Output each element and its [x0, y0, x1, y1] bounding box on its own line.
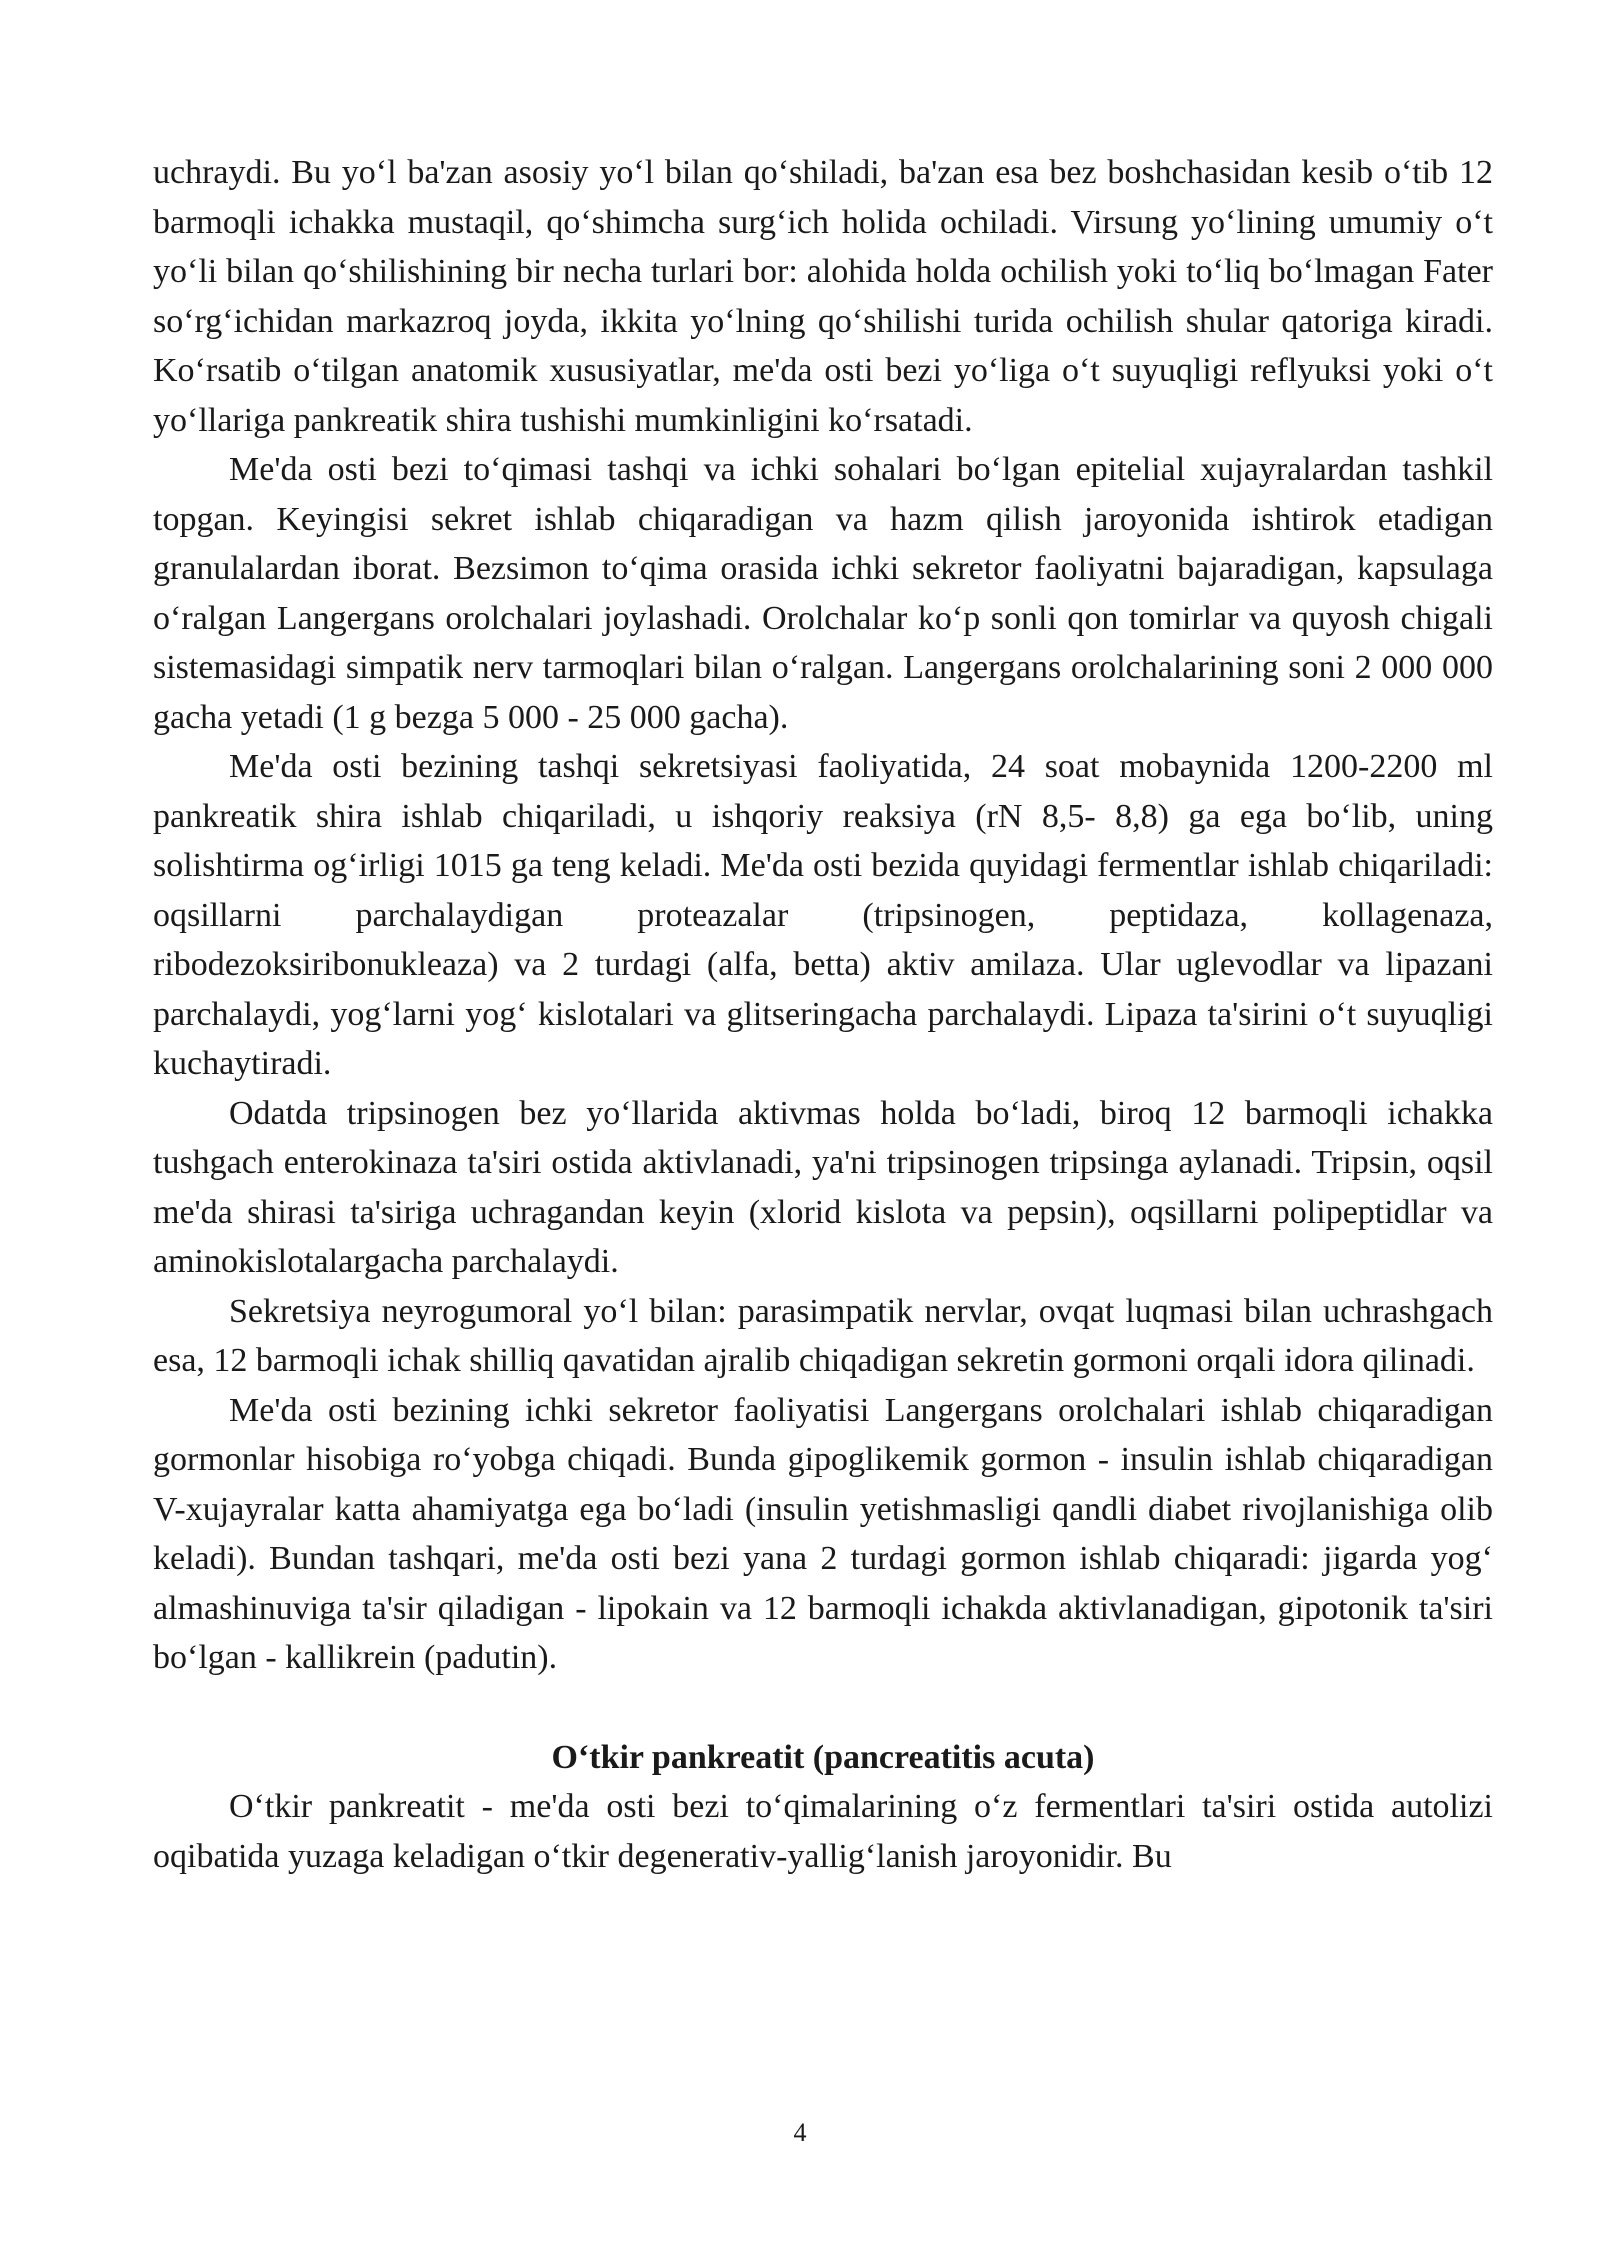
paragraph-continuation: uchraydi. Bu yo‘l ba'zan asosiy yo‘l bilan qo‘shiladi, ba'zan esa bez boshchasidan kesib o‘tib 12 barmoqli ichakka mustaqil, qo‘shimcha surg‘ich holida ochiladi. Virsung yo‘lining umumiy o‘t yo‘li bilan qo‘shilishining bir necha turlari bor: alohida holda ochilish yoki to‘liq bo‘lmagan Fater so‘rg‘ichidan markazroq joyda, ikkita yo‘lning qo‘shilishi turida ochilish shular qatoriga kiradi. Ko‘rsatib o‘tilgan anatomik xususiyatlar, me'da osti bezi yo‘liga o‘t suyuqligi reflyuksi yoki o‘t yo‘llariga pankreatik shira tushishi mumkinligini ko‘rsatadi.	[153, 154, 1493, 439]
section-heading: O‘tkir pankreatit (pancreatitis acuta)	[551, 1738, 1095, 1776]
paragraph-tripsinogen: Odatda tripsinogen bez yo‘llarida aktivmas holda bo‘ladi, biroq 12 barmoqli ichakka tushgach enterokinaza ta'siri ostida aktivlanadi, ya'ni tripsinogen tripsinga aylanadi. Tripsin, oqsil me'da shirasi ta'siriga uchragandan keyin (xlorid kislota va pepsin), oqsillarni polipeptidlar va aminokislotalargacha parchalaydi.	[153, 1094, 1493, 1280]
paragraph-internal-secretion: Me'da osti bezining ichki sekretor faoliyatisi Langergans orolchalari ishlab chiqaradigan gormonlar hisobiga ro‘yobga chiqadi. Bunda gipoglikemik gormon - insulin ishlab chiqaradigan V-xujayralar katta ahamiyatga ega bo‘ladi (insulin yetishmasligi qandli diabet rivojlanishiga olib keladi). Bundan tashqari, me'da osti bezi yana 2 turdagi gormon ishlab chiqaradi: jigarda yog‘ almashinuviga ta'sir qiladigan - lipokain va 12 barmoqli ichakda aktivlanadigan, gipotonik ta'siri bo‘lgan - kallikrein (padutin).	[153, 1391, 1493, 1676]
paragraph-acute-pancreatitis: O‘tkir pankreatit - me'da osti bezi to‘qimalarining o‘z fermentlari ta'siri ostida autolizi oqibatida yuzaga keladigan o‘tkir degenerativ-yallig‘lanish jaroyonidir. Bu	[153, 1788, 1493, 1875]
paragraph-tissue-structure: Me'da osti bezi to‘qimasi tashqi va ichki sohalari bo‘lgan epitelial xujayralardan tashkil topgan. Keyingisi sekret ishlab chiqaradigan va hazm qilish jaroyonida ishtirok etadigan granulalardan iborat. Bezsimon to‘qima orasida ichki sekretor faoliyatni bajaradigan, kapsulaga o‘ralgan Langergans orolchalari joylashadi. Orolchalar ko‘p sonli qon tomirlar va quyosh chigali sistemasidagi simpatik nerv tarmoqlari bilan o‘ralgan. Langergans orolchalarining soni 2 000 000 gacha yetadi (1 g bezga 5 000 - 25 000 gacha).	[153, 451, 1493, 736]
page-body	[153, 148, 1493, 1881]
page-number: 4	[793, 2118, 807, 2147]
paragraph-secretion-regulation: Sekretsiya neyrogumoral yo‘l bilan: parasimpatik nervlar, ovqat luqmasi bilan uchrashgach esa, 12 barmoqli ichak shilliq qavatidan ajralib chiqadigan sekretin gormoni orqali idora qilinadi.	[153, 1292, 1493, 1379]
paragraph-external-secretion: Me'da osti bezining tashqi sekretsiyasi faoliyatida, 24 soat mobaynida 1200-2200 ml pankreatik shira ishlab chiqariladi, u ishqoriy reaksiya (rN 8,5- 8,8) ga ega bo‘lib, uning solishtirma og‘irligi 1015 ga teng keladi. Me'da osti bezida quyidagi fermentlar ishlab chiqariladi: oqsillarni parchalaydigan proteazalar (tripsinogen, peptidaza, kollagenaza, ribodezoksiribonukleaza) va 2 turdagi (alfa, betta) aktiv amilaza. Ular uglevodlar va lipazani parchalaydi, yog‘larni yog‘ kislotalari va glitseringacha parchalaydi. Lipaza ta'sirini o‘t suyuqligi kuchaytiradi.	[153, 748, 1493, 1082]
